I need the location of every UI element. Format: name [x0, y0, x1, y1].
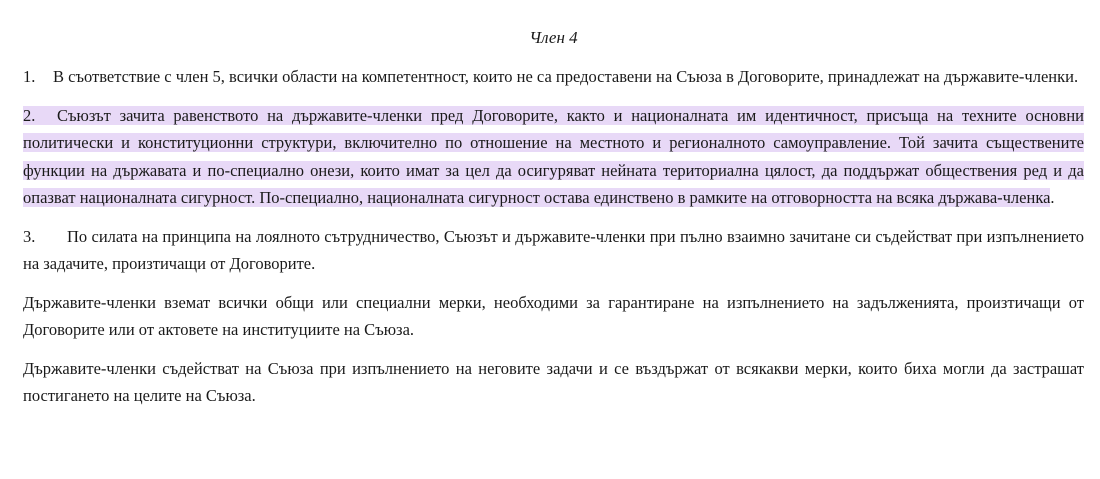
paragraph-3 [23, 223, 1084, 278]
paragraph-trailing-period: . [1050, 188, 1055, 207]
text-highlight [23, 106, 1084, 208]
paragraph-text: По силата на принципа на лоялното сътрудничество, Съюзът и държавите-членки при пълно взаимно зачитане си съдействат при изпълнението на задачите, произтичащи от Договорите. [23, 226, 1084, 273]
paragraph-number: 2. [23, 105, 36, 125]
paragraph-text: Съюзът зачита равенството на държавите-членки пред Договорите, както и националната им идентичност, присъща на техните основни политически и конституционни структури, включително по отношение на местното и регионалното самоуправление. Той зачита съществените функции на държавата и по-специално онези, които имат за цел да осигуряват нейната териториална цялост, да поддържат обществения ред и да опазват националната сигурност. По-специално, националната сигурност остава единствено в рамките на отговорността на всяка държава-членка [23, 105, 1084, 207]
paragraph-3-subparagraph-2: Държавите-членки вземат всички общи или специални мерки, необходими за гарантиране на изпълнението на задълженията, произтичащи от Договорите или от актовете на институциите на Съюза. [23, 292, 1084, 339]
article-heading: Член 4 [529, 28, 578, 47]
paragraph-2-highlighted [23, 102, 1084, 212]
paragraph-3-subparagraph-3: Държавите-членки съдействат на Съюза при изпълнението на неговите задачи и се въздържат от всякакви мерки, които биха могли да застрашат постигането на целите на Съюза. [23, 358, 1084, 405]
paragraph-number: 3. [23, 226, 36, 246]
paragraph-number: 1. [23, 67, 36, 86]
paragraph-text: В съответствие с член 5, всички области на компетентност, които не са предоставени на Съюза в Договорите, принадлежат на държавите-членки. [53, 67, 1079, 86]
document-page [23, 0, 1084, 410]
paragraph-1 [23, 63, 1084, 91]
